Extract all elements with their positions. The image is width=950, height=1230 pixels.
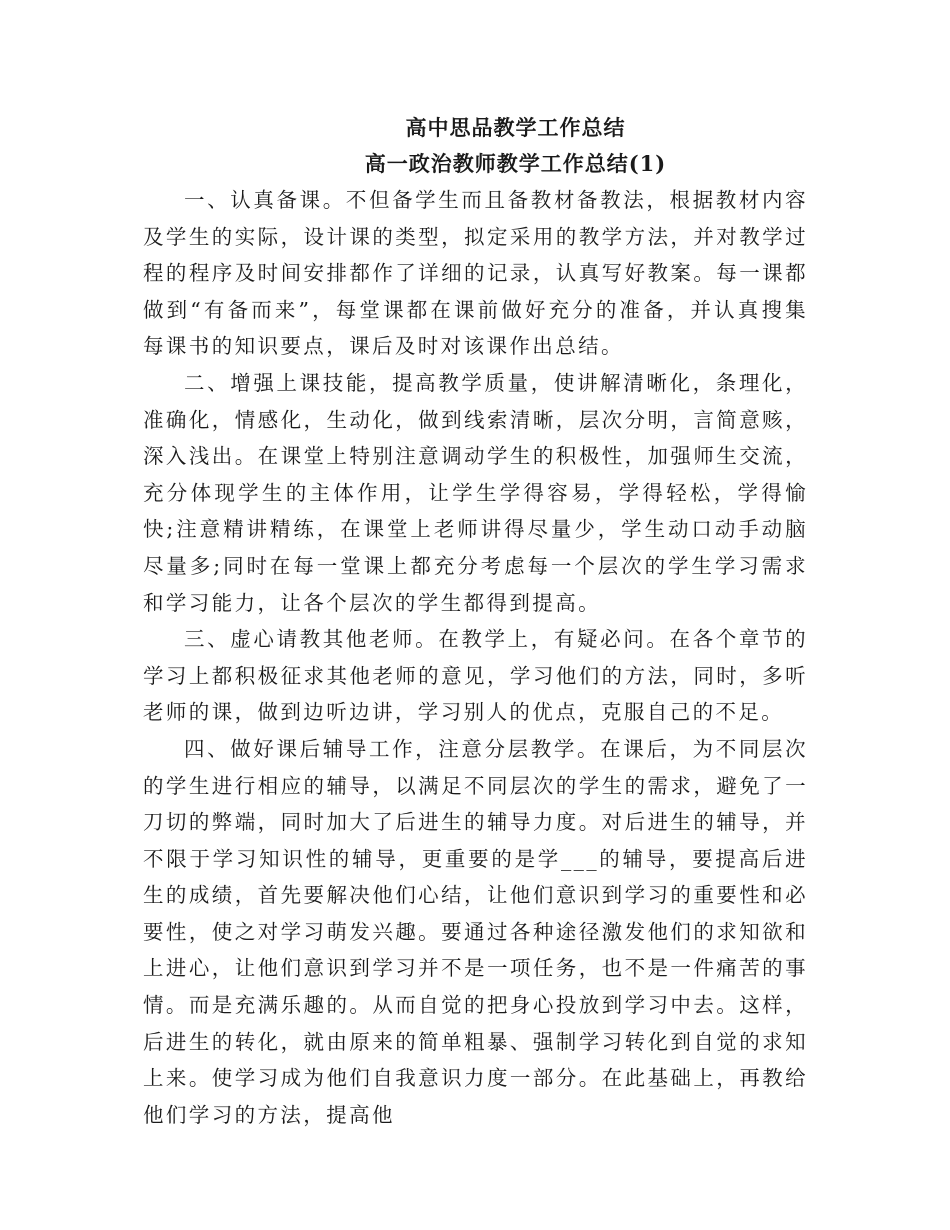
paragraph-1: 一、认真备课。不但备学生而且备教材备教法，根据教材内容及学生的实际，设计课的类型，拟定采用的教学方法，并对教学过程的程序及时间安排都作了详细的记录，认真写好教案。每一课都做到“有备而来”，每堂课都在课前做好充分的准备，并认真搜集每课书的知识要点，课后及时对该课作出总结。 xyxy=(143,188,808,359)
document-title: 高中思品教学工作总结 xyxy=(405,115,626,140)
paragraph-3: 三、虚心请教其他老师。在教学上，有疑必问。在各个章节的学习上都积极征求其他老师的意见，学习他们的方法，同时，多听老师的课，做到边听边讲，学习别人的优点，克服自己的不足。 xyxy=(143,627,808,725)
paragraph-4: 四、做好课后辅导工作，注意分层教学。在课后，为不同层次的学生进行相应的辅导，以满足不同层次的学生的需求，避免了一刀切的弊端，同时加大了后进生的辅导力度。对后进生的辅导，并不限于学习知识性的辅导，更重要的是学___的辅导，要提高后进生的成绩，首先要解决他们心结，让他们意识到学习的重要性和必要性，使之对学习萌发兴趣。要通过各种途径激发他们的求知欲和上进心，让他们意识到学习并不是一项任务，也不是一件痛苦的事情。而是充满乐趣的。从而自觉的把身心投放到学习中去。这样，后进生的转化，就由原来的简单粗暴、强制学习转化到自觉的求知上来。使学习成为他们自我意识力度一部分。在此基础上，再教给他们学习的方法，提高他 xyxy=(143,736,808,1127)
document-body xyxy=(143,110,808,1133)
document-subtitle: 高一政治教师教学工作总结(1) xyxy=(364,151,667,176)
paragraph-2: 二、增强上课技能，提高教学质量，使讲解清晰化，条理化，准确化，情感化，生动化，做到线索清晰，层次分明，言简意赅，深入浅出。在课堂上特别注意调动学生的积极性，加强师生交流，充分体现学生的主体作用，让学生学得容易，学得轻松，学得愉快;注意精讲精练，在课堂上老师讲得尽量少，学生动口动手动脑尽量多;同时在每一堂课上都充分考虑每一个层次的学生学习需求和学习能力，让各个层次的学生都得到提高。 xyxy=(143,370,808,615)
